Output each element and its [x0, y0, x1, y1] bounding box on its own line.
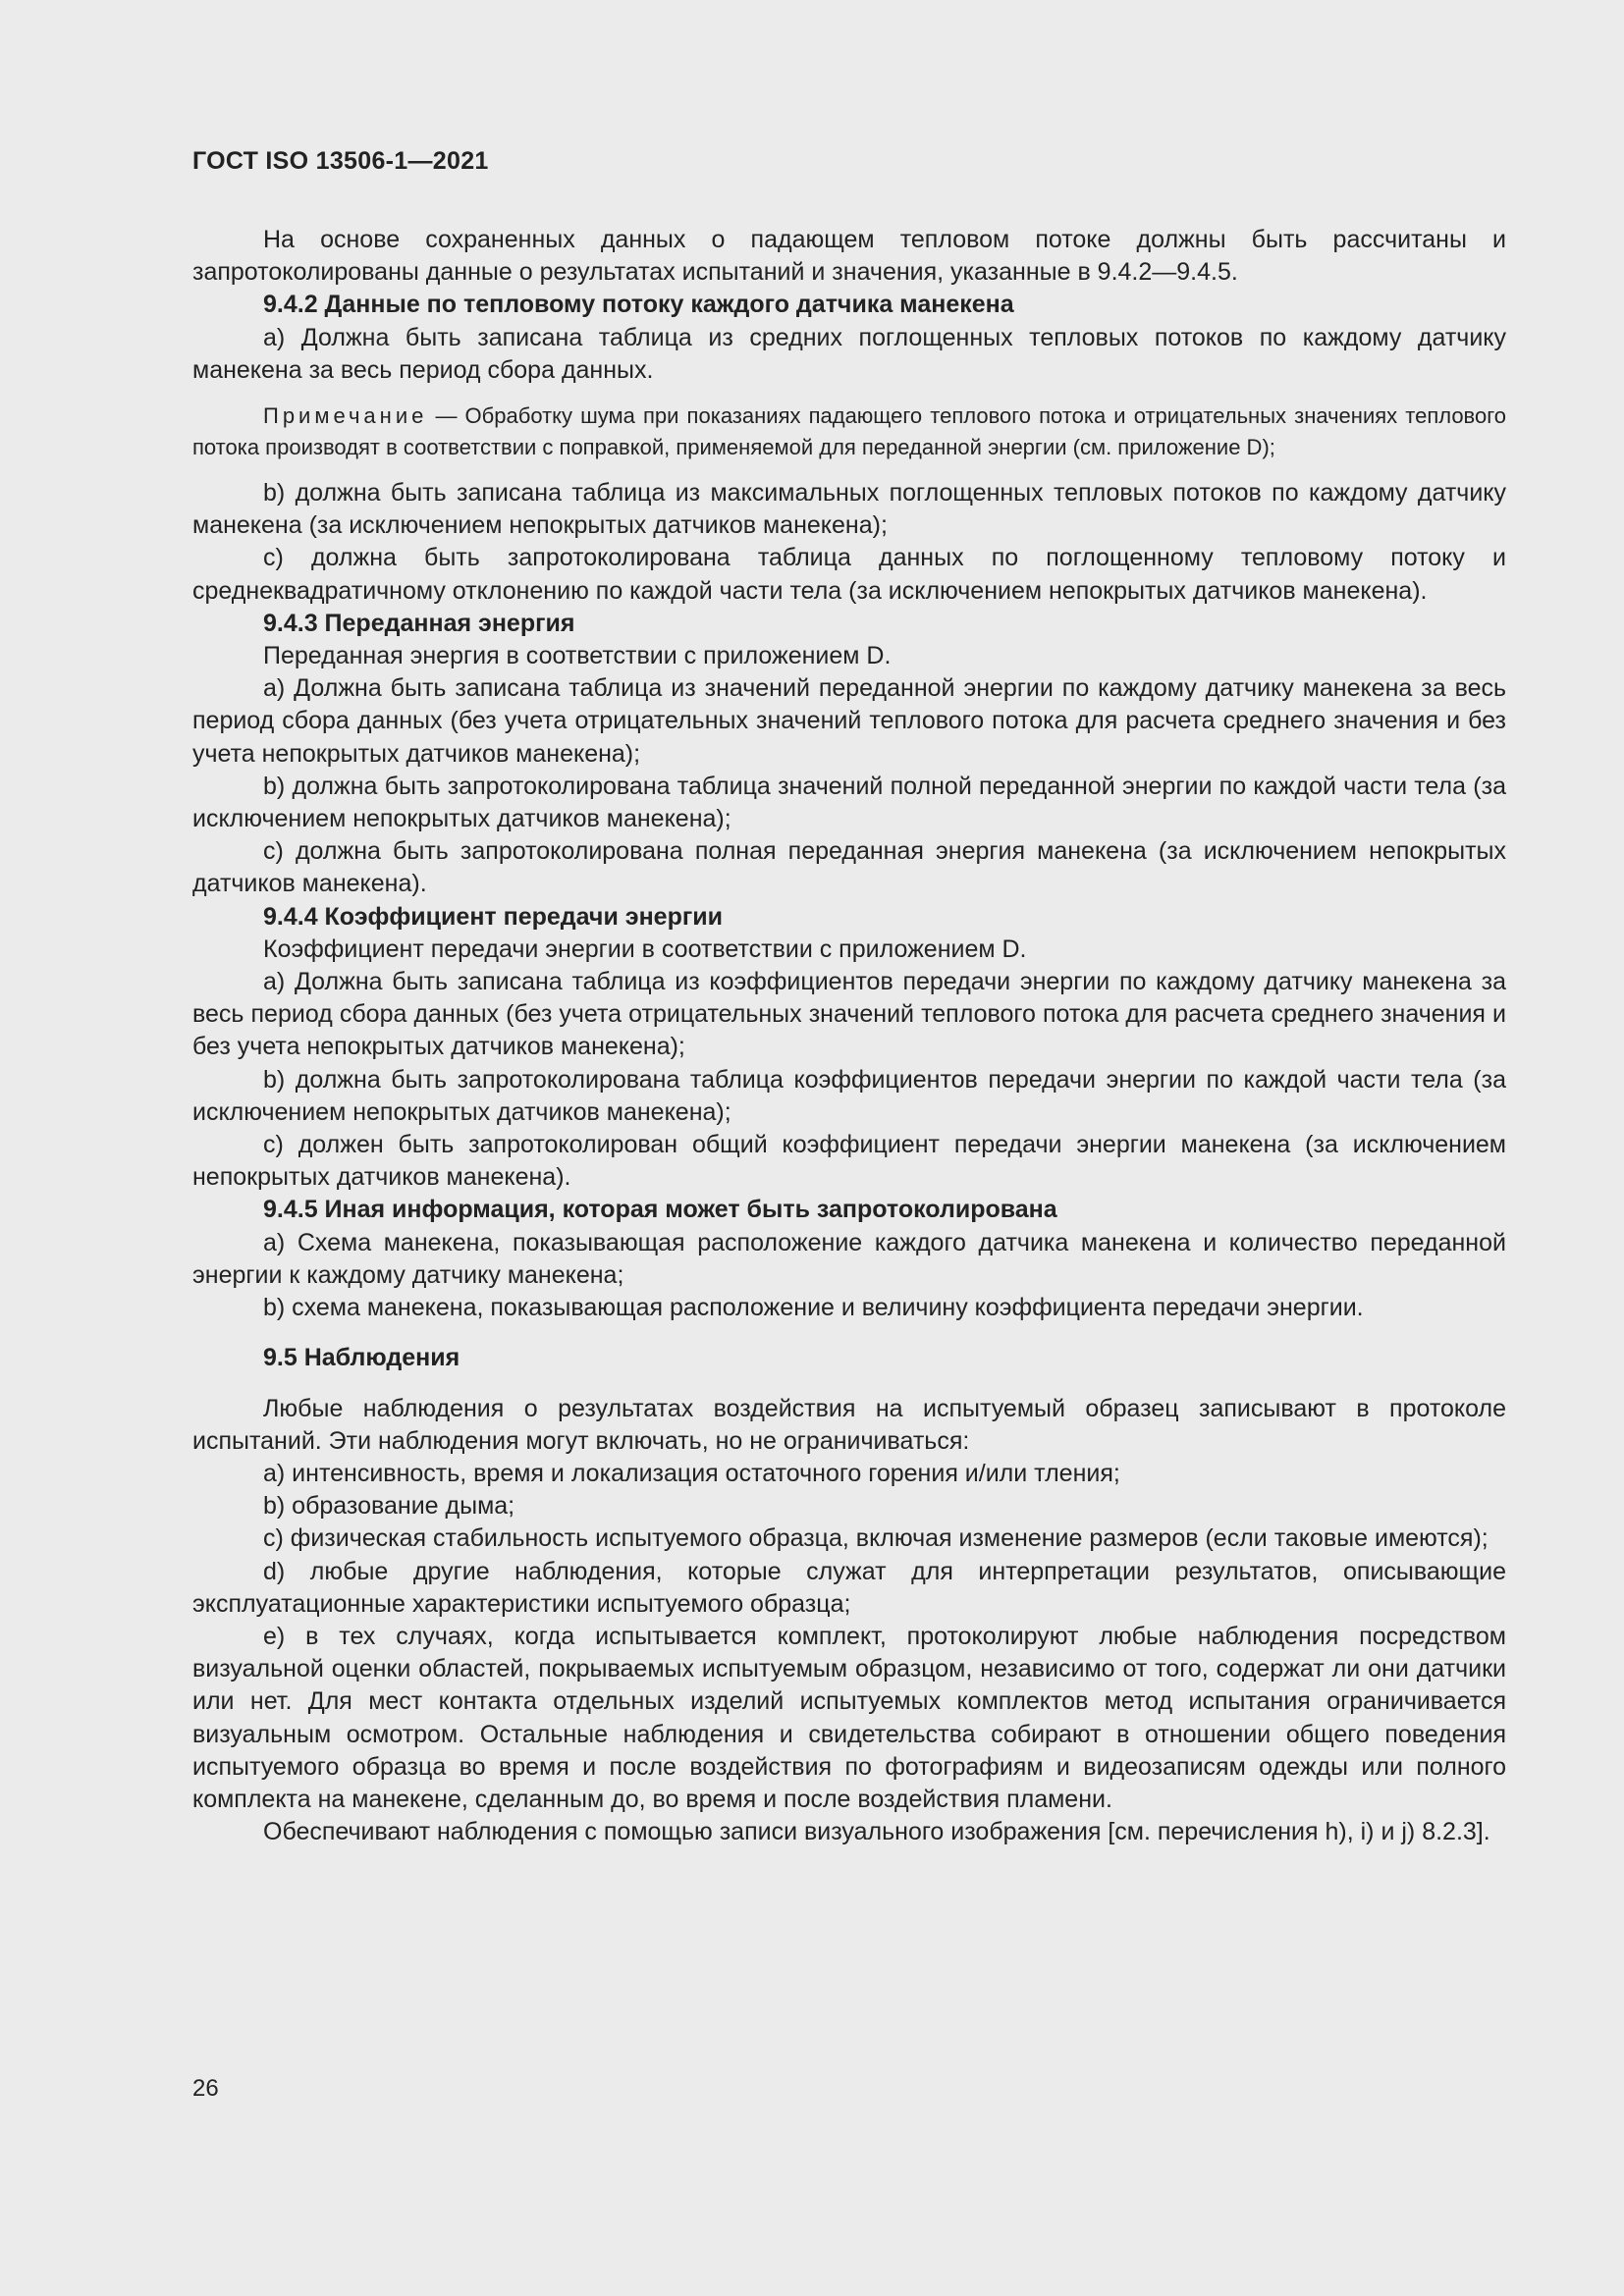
document-body — [192, 224, 1506, 1848]
item-9-5-c: c) физическая стабильность испытуемого образца, включая изменение размеров (если таковые имеются); — [263, 1524, 1489, 1553]
note — [192, 400, 1506, 463]
heading-9-4-3: 9.4.3 Переданная энергия — [263, 609, 575, 637]
note-text: — Обработку шума при показаниях падающего теплового потока и отрицательных значениях теплового потока производят в соответствии с поправкой, применяемой для переданной энергии (см. приложение D); — [192, 403, 1506, 460]
note-label: Примечание — [263, 403, 428, 429]
item-9-4-3-b: b) должна быть запротоколирована таблица значений полной переданной энергии по каждой части тела (за исключением непокрытых датчиков манекена); — [192, 772, 1506, 833]
item-9-4-5-a: a) Схема манекена, показывающая расположение каждого датчика манекена и количество переданной энергии к каждому датчику манекена; — [192, 1228, 1506, 1289]
heading-9-4-2: 9.4.2 Данные по тепловому потоку каждого датчика манекена — [263, 291, 1014, 319]
item-9-4-2-b: b) должна быть записана таблица из максимальных поглощенных тепловых потоков по каждому датчику манекена (за исключением непокрытых датчиков манекена); — [192, 479, 1506, 540]
page-number: 26 — [192, 2075, 219, 2102]
heading-9-4-4: 9.4.4 Коэффициент передачи энергии — [263, 902, 723, 931]
heading-9-5: 9.5 Наблюдения — [263, 1344, 460, 1372]
standard-header: ГОСТ ISO 13506-1—2021 — [192, 147, 489, 175]
paragraph-9-4-4-intro: Коэффициент передачи энергии в соответствии с приложением D. — [263, 934, 1027, 963]
paragraph-intro: На основе сохраненных данных о падающем тепловом потоке должны быть рассчитаны и запротоколированы данные о результатах испытаний и значения, указанные в 9.4.2—9.4.5. — [192, 226, 1506, 287]
item-9-4-3-c: c) должна быть запротоколирована полная переданная энергия манекена (за исключением непокрытых датчиков манекена). — [192, 837, 1506, 898]
item-9-4-2-c: c) должна быть запротоколирована таблица данных по поглощенному тепловому потоку и среднеквадратичному отклонению по каждой части тела (за исключением непокрытых датчиков манекена). — [192, 544, 1506, 605]
paragraph-9-4-3-intro: Переданная энергия в соответствии с приложением D. — [263, 642, 892, 670]
paragraph-9-5-intro: Любые наблюдения о результатах воздействия на испытуемый образец записывают в протоколе испытаний. Эти наблюдения могут включать, но не ограничиваться: — [192, 1394, 1506, 1455]
item-9-5-e: e) в тех случаях, когда испытывается комплект, протоколируют любые наблюдения посредством визуальной оценки областей, покрываемых испытуемым образцом, независимо от того, содержат ли они датчики или нет. Для мест контакта отдельных изделий испытуемых комплектов метод испытания ограничивается визуальным осмотром. Остальные наблюдения и свидетельства собирают в отношении общего поведения испытуемого образца во время и после воздействия по фотографиям и видеозаписям одежды или полного комплекта на манекене, сделанным до, во время и после воздействия пламени. — [192, 1622, 1506, 1813]
item-9-4-2-a: a) Должна быть записана таблица из средних поглощенных тепловых потоков по каждому датчику манекена за весь период сбора данных. — [192, 323, 1506, 384]
item-9-4-4-c: c) должен быть запротоколирован общий коэффициент передачи энергии манекена (за исключением непокрытых датчиков манекена). — [192, 1131, 1506, 1192]
item-9-4-4-b: b) должна быть запротоколирована таблица коэффициентов передачи энергии по каждой части тела (за исключением непокрытых датчиков манекена); — [192, 1065, 1506, 1126]
item-9-4-3-a: a) Должна быть записана таблица из значений переданной энергии по каждому датчику манекена за весь период сбора данных (без учета отрицательных значений теплового потока для расчета среднего значения и без учета непокрытых датчиков манекена); — [192, 674, 1506, 768]
item-9-4-5-b: b) схема манекена, показывающая расположение и величину коэффициента передачи энергии. — [263, 1294, 1364, 1322]
heading-9-4-5: 9.4.5 Иная информация, которая может быть запротоколирована — [263, 1196, 1057, 1224]
item-9-5-a: a) интенсивность, время и локализация остаточного горения и/или тления; — [263, 1459, 1120, 1487]
item-9-4-4-a: a) Должна быть записана таблица из коэффициентов передачи энергии по каждому датчику манекена за весь период сбора данных (без учета отрицательных значений теплового потока для расчета среднего значения и без учета непокрытых датчиков манекена); — [192, 968, 1506, 1061]
item-9-5-b: b) образование дыма; — [263, 1492, 515, 1521]
paragraph-9-5-final: Обеспечивают наблюдения с помощью записи визуального изображения [см. перечисления h), i) и j) 8.2.3]. — [263, 1818, 1490, 1846]
item-9-5-d: d) любые другие наблюдения, которые служат для интерпретации результатов, описывающие эксплуатационные характеристики испытуемого образца; — [192, 1557, 1506, 1618]
